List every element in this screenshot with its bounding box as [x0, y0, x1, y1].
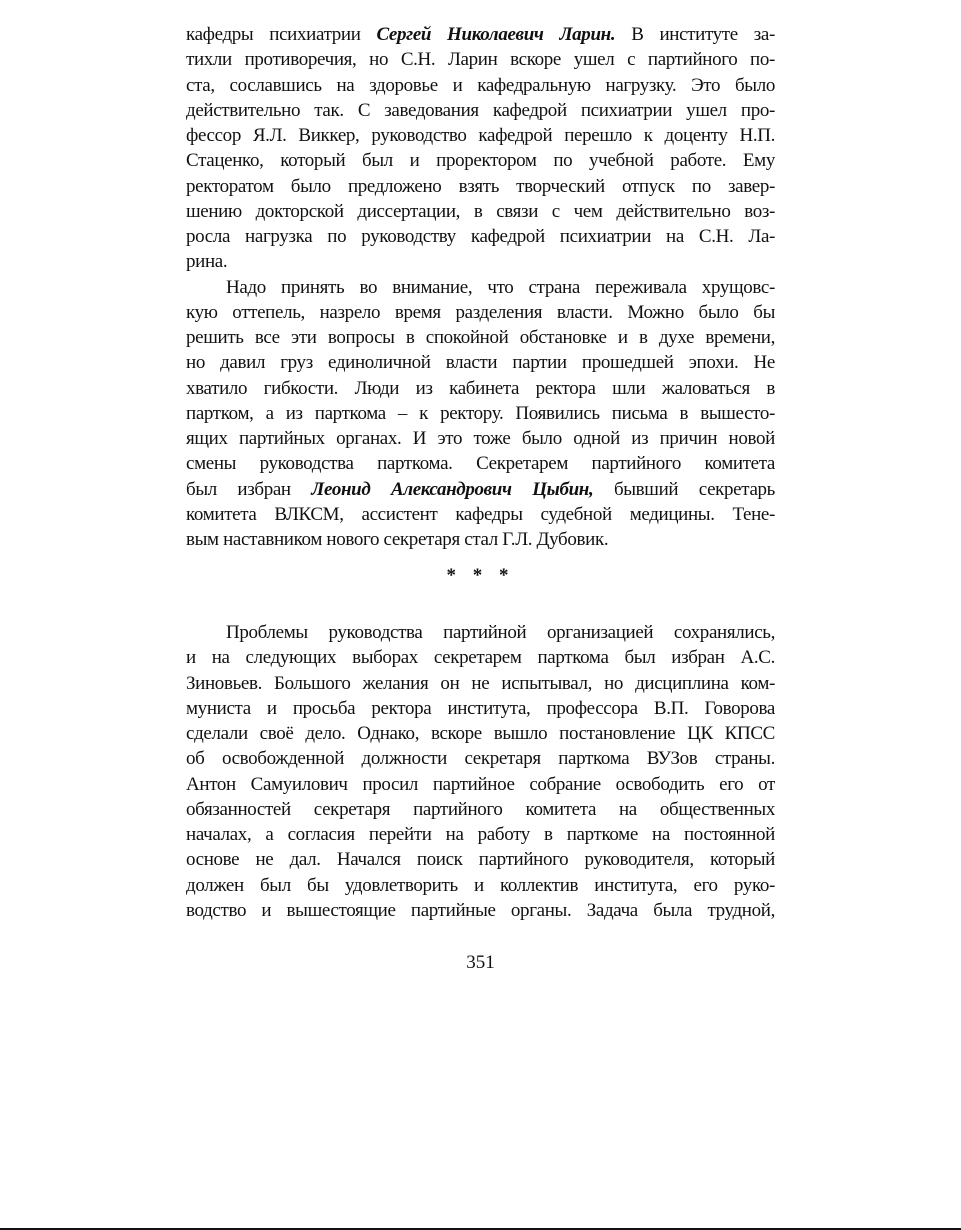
text-line: действительно так. С заведования кафедрой психиатрии ушел про- — [186, 99, 775, 121]
text-line: муниста и просьба ректора института, профессора В.П. Говорова — [186, 697, 775, 719]
text-line: ректоратом было предложено взять творческий отпуск по завер- — [186, 175, 775, 197]
text-line: рина. — [186, 251, 228, 273]
text-line: сделали своё дело. Однако, вскоре вышло постановление ЦК КПСС — [186, 723, 775, 744]
paragraph-start: Надо принять во внимание, что страна переживала хрущовс- — [226, 276, 775, 298]
text-block-top — [186, 22, 775, 552]
text-line: обязанностей секретаря партийного комитета на общественных — [186, 798, 775, 820]
text-line: решить все эти вопросы в спокойной обстановке и в духе времени, — [186, 327, 775, 348]
page-number: 351 — [466, 952, 495, 973]
text-line: Стаценко, который был и проректором по учебной работе. Ему — [186, 150, 775, 172]
text-line: смены руководства парткома. Секретарем партийного комитета — [186, 453, 775, 475]
person-name-larin: Сергей Николаевич Ларин. — [376, 24, 616, 45]
text-line: водство и вышестоящие партийные органы. Задача была трудной, — [186, 899, 775, 921]
text-line: кую оттепель, назрело время разделения власти. Можно было бы — [186, 301, 775, 323]
text-line: росла нагрузка по руководству кафедрой психиатрии на С.Н. Ла- — [186, 226, 775, 247]
text-line: вым наставником нового секретаря стал Г.Л. Дубовик. — [186, 529, 609, 550]
text-line: хватило гибкости. Люди из кабинета ректора шли жаловаться в — [186, 377, 775, 399]
section-separator: * * * — [446, 565, 515, 586]
text-line: началах, а согласия перейти на работу в парткоме на постоянной — [186, 824, 775, 845]
text-line: ящих партийных органах. И это тоже было одной из причин новой — [186, 428, 775, 449]
text-line: шению докторской диссертации, в связи с чем действительно воз- — [186, 200, 775, 222]
text-line: и на следующих выборах секретарем парткома был избран А.С. — [186, 647, 775, 669]
person-name-tsybin: Леонид Александрович Цыбин, — [311, 478, 594, 500]
text-line: Антон Самуилович просил партийное собрание освободить его от — [186, 773, 775, 795]
text-line: партком, а из парткома – к ректору. Появились письма в вышесто- — [186, 402, 775, 424]
text-line: об освобожденной должности секретаря парткома ВУЗов страны. — [186, 748, 775, 770]
text-line: был избран Леонид Александрович Цыбин, бывший секретарь — [186, 478, 775, 500]
text-line: тихли противоречия, но С.Н. Ларин вскоре ушел с партийного по- — [186, 49, 775, 71]
text-line: фессор Я.Л. Виккер, руководство кафедрой перешло к доценту Н.П. — [186, 125, 775, 146]
text-line: комитета ВЛКСМ, ассистент кафедры судебной медицины. Тене- — [186, 503, 775, 525]
text-line: ста, сославшись на здоровье и кафедральную нагрузку. Это было — [186, 74, 775, 96]
text-line: основе не дал. Начался поиск партийного руководителя, который — [186, 849, 775, 871]
paragraph-start: Проблемы руководства партийной организацией сохранялись, — [226, 622, 775, 643]
text-line: Зиновьев. Большого желания он не испытывал, но дисциплина ком- — [186, 672, 775, 694]
text-line: должен был бы удовлетворить и коллектив института, его руко- — [186, 874, 775, 896]
text-block-bottom — [186, 620, 775, 923]
text-line: кафедры психиатрии Сергей Николаевич Ларин. В институте за- — [186, 24, 775, 45]
text-line: но давил груз единоличной власти партии прошедшей эпохи. Не — [186, 352, 775, 374]
